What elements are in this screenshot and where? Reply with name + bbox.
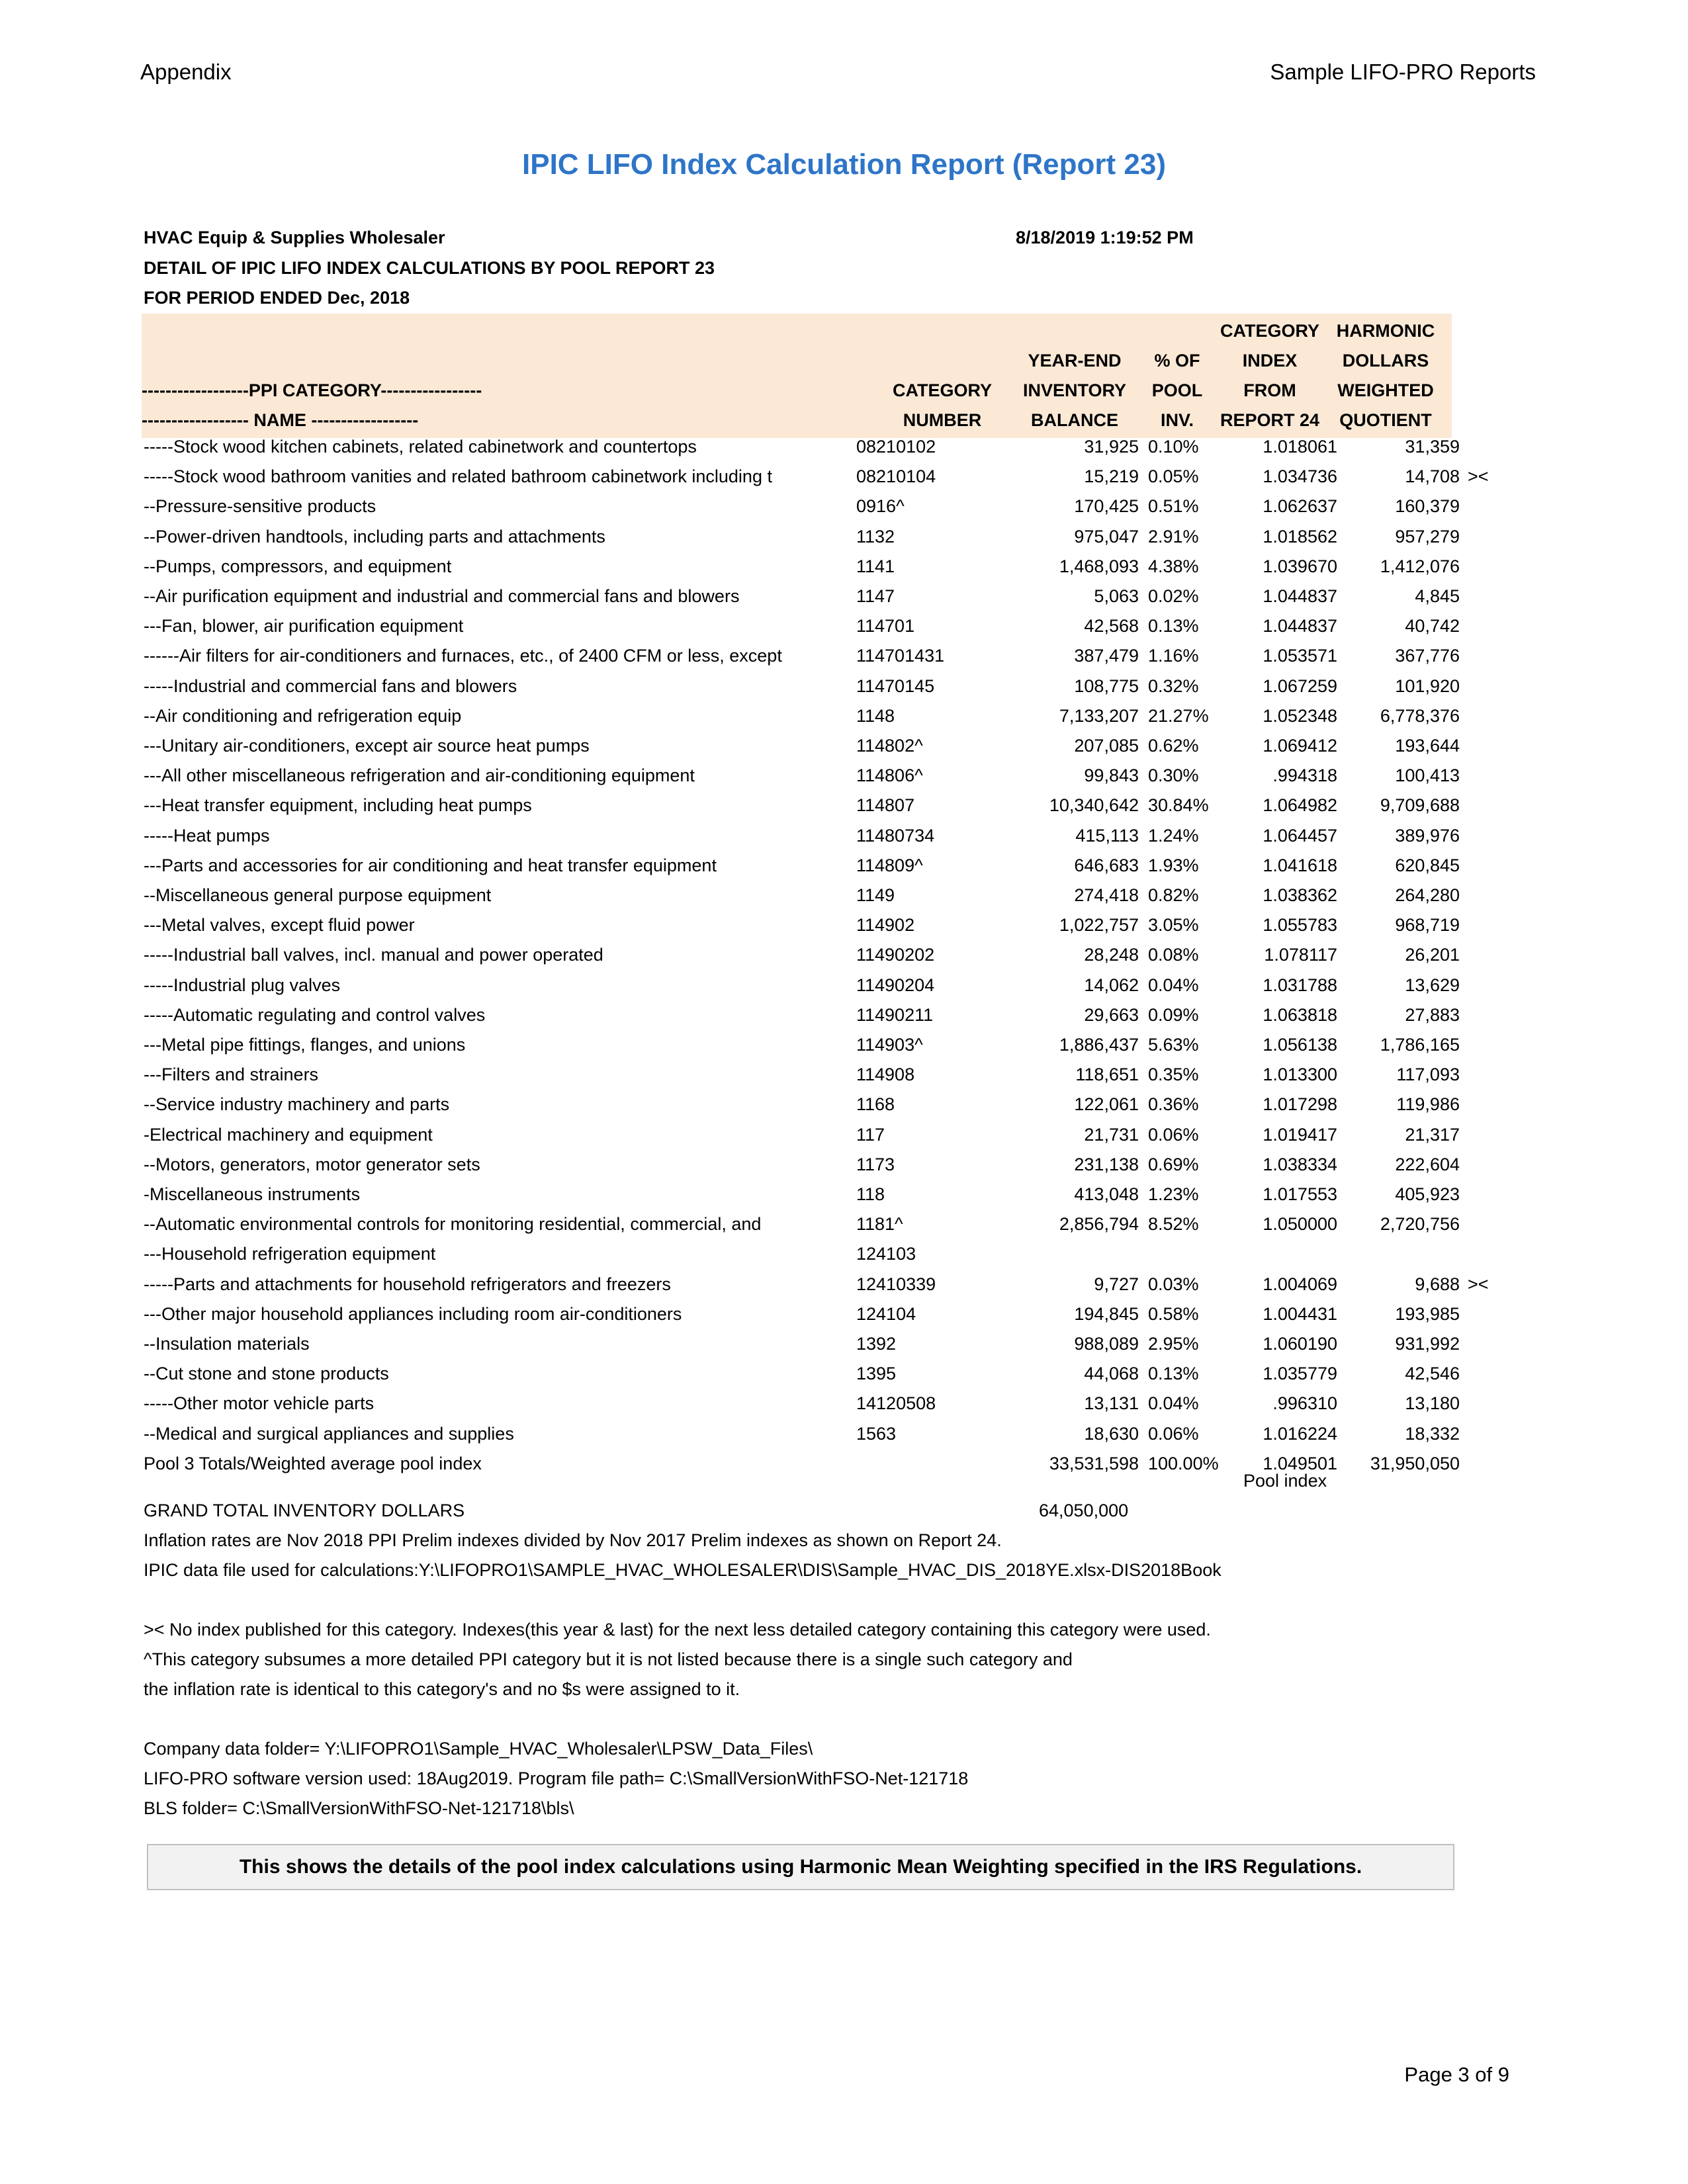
category-number-cell: 1181^	[856, 1214, 903, 1234]
report-title: IPIC LIFO Index Calculation Report (Report 23)	[522, 148, 1166, 181]
table-header	[142, 314, 1452, 438]
category-number-cell: 1141	[856, 556, 895, 576]
table-row	[0, 1209, 1688, 1239]
pct-header-3: INV.	[1160, 410, 1194, 430]
table-row	[0, 1030, 1688, 1060]
ppi-category-header-1: ------------------PPI CATEGORY-----------------	[142, 380, 482, 400]
pool-pct-cell: 0.08%	[1148, 945, 1199, 965]
category-name-cell: ---Other major household appliances including room air-conditioners	[144, 1304, 682, 1324]
inventory-balance-cell: 42,568	[1084, 616, 1139, 636]
table-row	[0, 701, 1688, 731]
index-header-3: FROM	[1243, 380, 1296, 400]
pool-pct-cell: 4.38%	[1148, 556, 1199, 576]
balance-header-2: INVENTORY	[1022, 380, 1127, 400]
inventory-balance-cell: 646,683	[1074, 855, 1139, 875]
category-number-header-1: CATEGORY	[892, 380, 992, 400]
pool-pct-cell: 0.32%	[1148, 676, 1199, 696]
category-name-cell: -----Industrial ball valves, incl. manual and power operated	[144, 945, 603, 965]
category-number-cell: 114902	[856, 915, 915, 935]
table-row	[0, 492, 1688, 521]
table-row	[0, 971, 1688, 1000]
grand-total-label: GRAND TOTAL INVENTORY DOLLARS	[144, 1501, 465, 1520]
category-name-cell: -Miscellaneous instruments	[144, 1184, 361, 1204]
harmonic-quotient-cell: 957,279	[1395, 527, 1460, 546]
category-name-cell: ------Air filters for air-conditioners and furnaces, etc., of 2400 CFM or less, except	[144, 646, 782, 666]
table-row	[0, 641, 1688, 671]
category-number-cell: 114701	[856, 616, 915, 636]
harmonic-quotient-cell: 119,986	[1396, 1094, 1460, 1114]
harmonic-quotient-cell: 193,644	[1395, 736, 1460, 756]
category-index-cell: 1.069412	[1263, 736, 1337, 756]
category-index-cell: 1.035779	[1263, 1364, 1337, 1383]
inventory-balance-cell: 194,845	[1074, 1304, 1139, 1324]
pool-pct-cell: 0.30%	[1148, 765, 1199, 785]
pool-pct-cell: 0.09%	[1148, 1005, 1199, 1025]
category-name-cell: --Pressure-sensitive products	[144, 496, 377, 516]
ppi-category-header-2: ------------------ NAME ------------------	[142, 410, 419, 430]
category-name-cell: -----Industrial plug valves	[144, 975, 341, 995]
table-row	[0, 1449, 1688, 1479]
inventory-balance-cell: 231,138	[1074, 1155, 1139, 1174]
inventory-balance-cell: 108,775	[1074, 676, 1139, 696]
pool-pct-cell: 100.00%	[1148, 1454, 1219, 1473]
category-index-cell: 1.056138	[1263, 1035, 1337, 1055]
category-index-cell: 1.034736	[1263, 466, 1337, 486]
category-number-header-2: NUMBER	[903, 410, 982, 430]
category-index-cell: 1.016224	[1263, 1424, 1337, 1444]
table-row	[0, 1060, 1688, 1090]
inventory-balance-cell: 413,048	[1074, 1184, 1139, 1204]
table-row	[0, 432, 1688, 462]
inventory-balance-cell: 1,022,757	[1059, 915, 1139, 935]
pool-pct-cell: 0.13%	[1148, 616, 1199, 636]
category-index-cell: 1.041618	[1263, 855, 1337, 875]
pool-pct-cell: 0.69%	[1148, 1155, 1199, 1174]
table-row	[0, 611, 1688, 641]
category-name-cell: --Air purification equipment and industrial and commercial fans and blowers	[144, 586, 740, 606]
page-header-right: Sample LIFO-PRO Reports	[1270, 60, 1536, 84]
category-number-cell: 118	[856, 1184, 885, 1204]
harmonic-quotient-cell: 405,923	[1395, 1184, 1460, 1204]
category-name-cell: ---Parts and accessories for air conditioning and heat transfer equipment	[144, 855, 717, 875]
category-number-cell: 1392	[856, 1334, 897, 1354]
inventory-balance-cell: 15,219	[1084, 466, 1139, 486]
category-number-cell: 124104	[856, 1304, 916, 1324]
category-index-cell: 1.055783	[1263, 915, 1337, 935]
inflation-note: Inflation rates are Nov 2018 PPI Prelim indexes divided by Nov 2017 Prelim indexes as shown on Report 24.	[144, 1530, 1002, 1550]
harmonic-quotient-cell: 42,546	[1405, 1364, 1460, 1383]
table-row	[0, 821, 1688, 851]
pool-pct-cell: 3.05%	[1148, 915, 1199, 935]
company-folder-note: Company data folder= Y:\LIFOPRO1\Sample_HVAC_Wholesaler\LPSW_Data_Files\	[144, 1739, 813, 1759]
harmonic-quotient-cell: 13,180	[1405, 1393, 1460, 1413]
category-number-cell: 114807	[856, 795, 915, 815]
category-index-cell: 1.013300	[1263, 1065, 1337, 1084]
category-number-cell: 124103	[856, 1244, 916, 1264]
inventory-balance-cell: 2,856,794	[1059, 1214, 1139, 1234]
category-index-cell: 1.004069	[1263, 1274, 1337, 1294]
harmonic-quotient-cell: 100,413	[1395, 765, 1460, 785]
pool-pct-cell: 1.93%	[1148, 855, 1199, 875]
category-number-cell: 0916^	[856, 496, 905, 516]
inventory-balance-cell: 1,886,437	[1059, 1035, 1139, 1055]
category-name-cell: -----Other motor vehicle parts	[144, 1393, 375, 1413]
data-file-note: IPIC data file used for calculations:Y:\LIFOPRO1\SAMPLE_HVAC_WHOLESALER\DIS\Sample_HVAC_DIS_2018YE.xlsx-DIS2018Book	[144, 1560, 1222, 1580]
category-index-cell: 1.018562	[1263, 527, 1337, 546]
category-name-cell: ---Heat transfer equipment, including heat pumps	[144, 795, 532, 815]
inventory-balance-cell: 122,061	[1074, 1094, 1139, 1114]
table-row	[0, 1180, 1688, 1209]
category-number-cell: 08210104	[856, 466, 936, 486]
category-name-cell: --Air conditioning and refrigeration equip	[144, 706, 462, 726]
category-index-cell: 1.060190	[1263, 1334, 1337, 1354]
bls-folder-note: BLS folder= C:\SmallVersionWithFSO-Net-121718\bls\	[144, 1798, 574, 1818]
pool-pct-cell: 0.04%	[1148, 975, 1199, 995]
harmonic-quotient-cell: 193,985	[1395, 1304, 1460, 1324]
grand-total-value: 64,050,000	[1039, 1501, 1129, 1520]
company-name: HVAC Equip & Supplies Wholesaler	[144, 228, 445, 247]
category-number-cell: 114806^	[856, 765, 923, 785]
category-number-cell: 1147	[856, 586, 895, 606]
harmonic-quotient-cell: 389,976	[1395, 826, 1460, 846]
category-name-cell: -----Stock wood kitchen cabinets, related cabinetwork and countertops	[144, 437, 697, 457]
category-index-cell: 1.063818	[1263, 1005, 1337, 1025]
table-row	[0, 1270, 1688, 1299]
table-row	[0, 1419, 1688, 1449]
table-row	[0, 791, 1688, 820]
category-number-cell: 08210102	[856, 437, 936, 457]
table-row	[0, 851, 1688, 881]
category-number-cell: 14120508	[856, 1393, 936, 1413]
category-name-cell: -----Stock wood bathroom vanities and related bathroom cabinetwork including t	[144, 466, 772, 486]
category-name-cell: ---Household refrigeration equipment	[144, 1244, 436, 1264]
report-detail-line: DETAIL OF IPIC LIFO INDEX CALCULATIONS BY POOL REPORT 23	[144, 258, 715, 278]
inventory-balance-cell: 170,425	[1074, 496, 1139, 516]
pool-pct-cell: 0.05%	[1148, 466, 1199, 486]
harmonic-quotient-cell: 931,992	[1395, 1334, 1460, 1354]
pool-pct-cell: 0.10%	[1148, 437, 1199, 457]
table-row	[0, 910, 1688, 940]
category-index-cell: 1.039670	[1263, 556, 1337, 576]
category-index-cell: 1.053571	[1263, 646, 1337, 666]
category-number-cell: 1563	[856, 1424, 897, 1444]
table-row	[0, 761, 1688, 791]
pool-pct-cell: 0.35%	[1148, 1065, 1199, 1084]
category-number-cell: 114903^	[856, 1035, 923, 1055]
category-index-cell: 1.078117	[1264, 945, 1337, 965]
category-name-cell: --Motors, generators, motor generator sets	[144, 1155, 480, 1174]
category-index-cell: 1.052348	[1263, 706, 1337, 726]
table-row	[0, 582, 1688, 611]
inventory-balance-cell: 415,113	[1075, 826, 1139, 846]
no-index-flag: ><	[1468, 466, 1489, 486]
category-number-cell: 11470145	[856, 676, 935, 696]
category-number-cell: 11490204	[856, 975, 935, 995]
inventory-balance-cell: 118,651	[1075, 1065, 1139, 1084]
pool-pct-cell: 0.82%	[1148, 885, 1199, 905]
inventory-balance-cell: 274,418	[1074, 885, 1139, 905]
pool-pct-cell: 30.84%	[1148, 795, 1209, 815]
pool-pct-cell: 0.58%	[1148, 1304, 1199, 1324]
page-header-left: Appendix	[140, 60, 232, 84]
inventory-balance-cell: 14,062	[1084, 975, 1139, 995]
inventory-balance-cell: 5,063	[1094, 586, 1139, 606]
harmonic-quotient-cell: 31,359	[1405, 437, 1460, 457]
report-period-line: FOR PERIOD ENDED Dec, 2018	[144, 288, 410, 308]
harmonic-quotient-cell: 2,720,756	[1380, 1214, 1460, 1234]
category-number-cell: 114908	[856, 1065, 915, 1084]
harmonic-quotient-cell: 1,786,165	[1380, 1035, 1460, 1055]
summary-banner: This shows the details of the pool index calculations using Harmonic Mean Weighting specified in the IRS Regulations.	[147, 1844, 1454, 1890]
harmonic-quotient-cell: 14,708	[1405, 466, 1460, 486]
category-number-cell: 11480734	[856, 826, 935, 846]
harmonic-quotient-cell: 620,845	[1395, 855, 1460, 875]
category-name-cell: -----Parts and attachments for household refrigerators and freezers	[144, 1274, 671, 1294]
category-number-cell: 1132	[856, 527, 895, 546]
hdq-header-4: QUOTIENT	[1339, 410, 1432, 430]
category-number-cell: 114809^	[856, 855, 923, 875]
harmonic-quotient-cell: 27,883	[1405, 1005, 1460, 1025]
pct-header-2: POOL	[1151, 380, 1203, 400]
table-row	[0, 1120, 1688, 1150]
category-name-cell: -Electrical machinery and equipment	[144, 1125, 433, 1145]
category-index-cell: 1.062637	[1263, 496, 1337, 516]
inventory-balance-cell: 33,531,598	[1049, 1454, 1139, 1473]
harmonic-quotient-cell: 1,412,076	[1380, 556, 1460, 576]
pool-pct-cell: 21.27%	[1148, 706, 1209, 726]
category-index-cell: .994318	[1272, 765, 1337, 785]
category-index-cell: 1.018061	[1263, 437, 1337, 457]
category-name-cell: -----Heat pumps	[144, 826, 270, 846]
category-index-cell: 1.044837	[1263, 616, 1337, 636]
category-index-cell: 1.017298	[1263, 1094, 1337, 1114]
index-header-2: INDEX	[1242, 351, 1298, 371]
inventory-balance-cell: 18,630	[1084, 1424, 1139, 1444]
table-row	[0, 1090, 1688, 1119]
category-index-cell: 1.019417	[1263, 1125, 1337, 1145]
category-name-cell: --Pumps, compressors, and equipment	[144, 556, 452, 576]
table-row	[0, 1150, 1688, 1180]
inventory-balance-cell: 29,663	[1084, 1005, 1139, 1025]
table-row	[0, 1359, 1688, 1389]
pool-pct-cell: 0.36%	[1148, 1094, 1199, 1114]
inventory-balance-cell: 207,085	[1074, 736, 1139, 756]
category-index-cell: 1.044837	[1263, 586, 1337, 606]
harmonic-quotient-cell: 13,629	[1405, 975, 1460, 995]
inventory-balance-cell: 10,340,642	[1049, 795, 1139, 815]
inventory-balance-cell: 28,248	[1084, 945, 1139, 965]
harmonic-quotient-cell: 4,845	[1415, 586, 1460, 606]
category-index-cell: .996310	[1272, 1393, 1337, 1413]
harmonic-quotient-cell: 367,776	[1395, 646, 1460, 666]
legend-caret-note-1: ^This category subsumes a more detailed PPI category but it is not listed because there is a single such category and	[144, 1649, 1073, 1669]
table-row	[0, 1239, 1688, 1269]
harmonic-quotient-cell: 968,719	[1395, 915, 1460, 935]
pool-pct-cell: 0.02%	[1148, 586, 1199, 606]
legend-caret-note-2: the inflation rate is identical to this category's and no $s were assigned to it.	[144, 1679, 740, 1699]
pct-header-1: % OF	[1154, 351, 1200, 371]
harmonic-quotient-cell: 101,920	[1395, 676, 1460, 696]
category-number-cell: 1148	[856, 706, 895, 726]
inventory-balance-cell: 988,089	[1074, 1334, 1139, 1354]
report-datetime: 8/18/2019 1:19:52 PM	[1016, 228, 1194, 247]
inventory-balance-cell: 975,047	[1074, 527, 1139, 546]
table-row	[0, 462, 1688, 492]
inventory-balance-cell: 31,925	[1084, 437, 1139, 457]
table-row	[0, 1329, 1688, 1359]
category-name-cell: --Cut stone and stone products	[144, 1364, 389, 1383]
table-row	[0, 522, 1688, 552]
category-name-cell: ---Unitary air-conditioners, except air source heat pumps	[144, 736, 590, 756]
category-number-cell: 1149	[856, 885, 895, 905]
inventory-balance-cell: 7,133,207	[1059, 706, 1139, 726]
hdq-header-2: DOLLARS	[1342, 351, 1429, 371]
pool-pct-cell: 0.13%	[1148, 1364, 1199, 1383]
harmonic-quotient-cell: 6,778,376	[1380, 706, 1460, 726]
pool-pct-cell: 0.51%	[1148, 496, 1199, 516]
category-number-cell: 117	[856, 1125, 885, 1145]
table-row	[0, 672, 1688, 701]
inventory-balance-cell: 9,727	[1094, 1274, 1139, 1294]
index-header-4: REPORT 24	[1220, 410, 1320, 430]
category-index-cell: 1.064457	[1263, 826, 1337, 846]
table-row	[0, 552, 1688, 582]
hdq-header-3: WEIGHTED	[1337, 380, 1434, 400]
category-name-cell: -----Automatic regulating and control valves	[144, 1005, 486, 1025]
category-index-cell: 1.031788	[1263, 975, 1337, 995]
pool-pct-cell: 1.23%	[1148, 1184, 1199, 1204]
category-name-cell: ---Metal valves, except fluid power	[144, 915, 415, 935]
category-name-cell: --Miscellaneous general purpose equipment	[144, 885, 492, 905]
category-index-cell: 1.004431	[1263, 1304, 1337, 1324]
category-name-cell: --Automatic environmental controls for monitoring residential, commercial, and	[144, 1214, 762, 1234]
category-name-cell: --Medical and surgical appliances and supplies	[144, 1424, 514, 1444]
harmonic-quotient-cell: 26,201	[1405, 945, 1460, 965]
harmonic-quotient-cell: 31,950,050	[1370, 1454, 1460, 1473]
category-name-cell: ---Fan, blower, air purification equipment	[144, 616, 464, 636]
balance-header-3: BALANCE	[1031, 410, 1118, 430]
table-row	[0, 1389, 1688, 1419]
no-index-flag: ><	[1468, 1274, 1489, 1294]
pool-pct-cell: 2.95%	[1148, 1334, 1199, 1354]
category-name-cell: --Service industry machinery and parts	[144, 1094, 450, 1114]
category-index-cell: 1.038362	[1263, 885, 1337, 905]
page-number: Page 3 of 9	[1404, 2063, 1509, 2086]
legend-flag-note: >< No index published for this category. Indexes(this year & last) for the next less detailed category containing this category were used.	[144, 1620, 1211, 1639]
pool-pct-cell: 0.04%	[1148, 1393, 1199, 1413]
table-row	[0, 731, 1688, 761]
inventory-balance-cell: 44,068	[1084, 1364, 1139, 1383]
pool-pct-cell: 0.62%	[1148, 736, 1199, 756]
category-name-cell: ---Metal pipe fittings, flanges, and unions	[144, 1035, 466, 1055]
category-index-cell: 1.049501	[1263, 1454, 1337, 1473]
category-index-cell: 1.017553	[1263, 1184, 1337, 1204]
category-name-cell: --Insulation materials	[144, 1334, 310, 1354]
table-row	[0, 1299, 1688, 1329]
balance-header-1: YEAR-END	[1028, 351, 1122, 371]
inventory-balance-cell: 1,468,093	[1059, 556, 1139, 576]
pool-pct-cell: 0.06%	[1148, 1125, 1199, 1145]
hdq-header-1: HARMONIC	[1336, 321, 1435, 341]
software-version-note: LIFO-PRO software version used: 18Aug2019. Program file path= C:\SmallVersionWithFSO-Net-121718	[144, 1769, 969, 1788]
category-index-cell: 1.067259	[1263, 676, 1337, 696]
category-number-cell: 114802^	[856, 736, 923, 756]
harmonic-quotient-cell: 9,688	[1415, 1274, 1460, 1294]
category-number-cell: 11490211	[856, 1005, 934, 1025]
category-number-cell: 114701431	[856, 646, 945, 666]
pool-pct-cell: 2.91%	[1148, 527, 1199, 546]
harmonic-quotient-cell: 222,604	[1395, 1155, 1460, 1174]
category-name-cell: Pool 3 Totals/Weighted average pool index	[144, 1454, 482, 1473]
category-name-cell: ---Filters and strainers	[144, 1065, 319, 1084]
harmonic-quotient-cell: 9,709,688	[1380, 795, 1460, 815]
pool-pct-cell: 1.24%	[1148, 826, 1199, 846]
pool-pct-cell: 0.03%	[1148, 1274, 1199, 1294]
pool-index-label: Pool index	[1243, 1471, 1327, 1491]
harmonic-quotient-cell: 18,332	[1405, 1424, 1460, 1444]
category-number-cell: 1168	[856, 1094, 895, 1114]
pool-pct-cell: 5.63%	[1148, 1035, 1199, 1055]
table-row	[0, 1000, 1688, 1030]
category-index-cell: 1.064982	[1263, 795, 1337, 815]
harmonic-quotient-cell: 160,379	[1395, 496, 1460, 516]
inventory-balance-cell: 99,843	[1084, 765, 1139, 785]
inventory-balance-cell: 13,131	[1084, 1393, 1139, 1413]
category-index-cell: 1.050000	[1263, 1214, 1337, 1234]
category-number-cell: 1173	[856, 1155, 895, 1174]
category-number-cell: 11490202	[856, 945, 935, 965]
table-row	[0, 940, 1688, 970]
index-header-1: CATEGORY	[1220, 321, 1319, 341]
harmonic-quotient-cell: 264,280	[1395, 885, 1460, 905]
category-number-cell: 1395	[856, 1364, 897, 1383]
pool-pct-cell: 8.52%	[1148, 1214, 1199, 1234]
category-name-cell: --Power-driven handtools, including parts and attachments	[144, 527, 605, 546]
category-name-cell: ---All other miscellaneous refrigeration and air-conditioning equipment	[144, 765, 695, 785]
inventory-balance-cell: 21,731	[1084, 1125, 1139, 1145]
inventory-balance-cell: 387,479	[1074, 646, 1139, 666]
harmonic-quotient-cell: 21,317	[1405, 1125, 1460, 1145]
pool-pct-cell: 0.06%	[1148, 1424, 1199, 1444]
harmonic-quotient-cell: 117,093	[1396, 1065, 1460, 1084]
category-number-cell: 12410339	[856, 1274, 936, 1294]
table-row	[0, 881, 1688, 910]
category-index-cell: 1.038334	[1263, 1155, 1337, 1174]
category-name-cell: -----Industrial and commercial fans and blowers	[144, 676, 517, 696]
harmonic-quotient-cell: 40,742	[1405, 616, 1460, 636]
pool-pct-cell: 1.16%	[1148, 646, 1199, 666]
